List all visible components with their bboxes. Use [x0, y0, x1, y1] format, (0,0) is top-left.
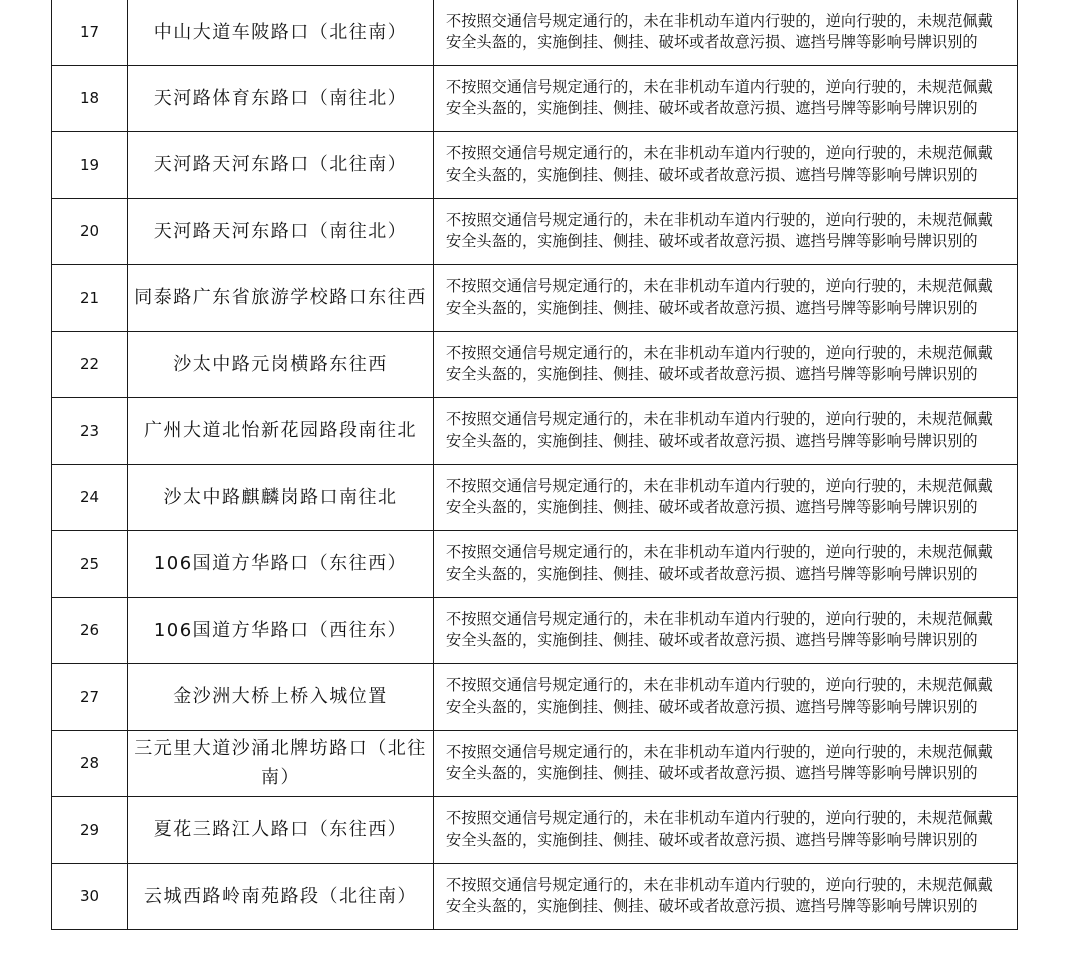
row-number-cell: 28 [52, 730, 128, 797]
violation-text: 不按照交通信号规定通行的，未在非机动车道内行驶的，逆向行驶的，未规范佩戴安全头盔的，实施倒挂、侧挂、破坏或者故意污损、遮挡号牌等影响号牌识别的 [446, 742, 993, 783]
violation-text: 不按照交通信号规定通行的，未在非机动车道内行驶的，逆向行驶的，未规范佩戴安全头盔的，实施倒挂、侧挂、破坏或者故意污损、遮挡号牌等影响号牌识别的 [446, 410, 993, 450]
violation-cell [434, 331, 1018, 398]
row-number-cell: 18 [52, 65, 128, 132]
row-number-cell: 25 [52, 531, 128, 598]
violation-cell [434, 597, 1018, 664]
violation-cell [434, 863, 1018, 930]
location-cell: 金沙洲大桥上桥入城位置 [128, 664, 434, 731]
row-number-cell: 20 [52, 198, 128, 265]
table-row [52, 398, 1018, 465]
violation-text: 不按照交通信号规定通行的，未在非机动车道内行驶的，逆向行驶的，未规范佩戴安全头盔的，实施倒挂、侧挂、破坏或者故意污损、遮挡号牌等影响号牌识别的 [446, 343, 993, 384]
location-cell: 夏花三路江人路口（东往西） [128, 797, 434, 864]
violation-cell [434, 664, 1018, 731]
table-row [52, 597, 1018, 664]
table-row [52, 0, 1018, 65]
row-number-cell: 29 [52, 797, 128, 864]
row-number-cell: 17 [52, 0, 128, 65]
violation-cell [434, 464, 1018, 531]
table-row [52, 198, 1018, 265]
table-row [52, 65, 1018, 132]
violation-text: 不按照交通信号规定通行的，未在非机动车道内行驶的，逆向行驶的，未规范佩戴安全头盔的，实施倒挂、侧挂、破坏或者故意污损、遮挡号牌等影响号牌识别的 [446, 543, 993, 583]
violation-cell [434, 132, 1018, 199]
row-number-cell: 19 [52, 132, 128, 199]
violation-text: 不按照交通信号规定通行的，未在非机动车道内行驶的，逆向行驶的，未规范佩戴安全头盔的，实施倒挂、侧挂、破坏或者故意污损、遮挡号牌等影响号牌识别的 [446, 144, 993, 184]
location-cell: 天河路体育东路口（南往北） [128, 65, 434, 132]
table-row [52, 531, 1018, 598]
violation-cell [434, 730, 1018, 797]
violation-cell [434, 0, 1018, 65]
violation-text: 不按照交通信号规定通行的，未在非机动车道内行驶的，逆向行驶的，未规范佩戴安全头盔的，实施倒挂、侧挂、破坏或者故意污损、遮挡号牌等影响号牌识别的 [446, 210, 993, 251]
table-row [52, 664, 1018, 731]
violation-text: 不按照交通信号规定通行的，未在非机动车道内行驶的，逆向行驶的，未规范佩戴安全头盔的，实施倒挂、侧挂、破坏或者故意污损、遮挡号牌等影响号牌识别的 [446, 809, 993, 849]
violation-text: 不按照交通信号规定通行的，未在非机动车道内行驶的，逆向行驶的，未规范佩戴安全头盔的，实施倒挂、侧挂、破坏或者故意污损、遮挡号牌等影响号牌识别的 [446, 77, 993, 118]
location-cell: 沙太中路麒麟岗路口南往北 [128, 464, 434, 531]
violation-cell [434, 198, 1018, 265]
violation-text: 不按照交通信号规定通行的，未在非机动车道内行驶的，逆向行驶的，未规范佩戴安全头盔的，实施倒挂、侧挂、破坏或者故意污损、遮挡号牌等影响号牌识别的 [446, 476, 993, 517]
row-number-cell: 21 [52, 265, 128, 332]
table-row [52, 331, 1018, 398]
location-cell: 同泰路广东省旅游学校路口东往西 [128, 265, 434, 332]
location-cell: 天河路天河东路口（北往南） [128, 132, 434, 199]
enforcement-locations-table [51, 0, 1018, 930]
table-row [52, 797, 1018, 864]
violation-cell [434, 265, 1018, 332]
violation-text: 不按照交通信号规定通行的，未在非机动车道内行驶的，逆向行驶的，未规范佩戴安全头盔的，实施倒挂、侧挂、破坏或者故意污损、遮挡号牌等影响号牌识别的 [446, 11, 993, 52]
location-cell: 106国道方华路口（东往西） [128, 531, 434, 598]
violation-cell [434, 531, 1018, 598]
violation-text: 不按照交通信号规定通行的，未在非机动车道内行驶的，逆向行驶的，未规范佩戴安全头盔的，实施倒挂、侧挂、破坏或者故意污损、遮挡号牌等影响号牌识别的 [446, 609, 993, 650]
location-cell: 106国道方华路口（西往东） [128, 597, 434, 664]
violation-cell [434, 398, 1018, 465]
table-row [52, 265, 1018, 332]
violation-cell [434, 65, 1018, 132]
row-number-cell: 22 [52, 331, 128, 398]
row-number-cell: 26 [52, 597, 128, 664]
violation-text: 不按照交通信号规定通行的，未在非机动车道内行驶的，逆向行驶的，未规范佩戴安全头盔的，实施倒挂、侧挂、破坏或者故意污损、遮挡号牌等影响号牌识别的 [446, 875, 993, 916]
violation-cell [434, 797, 1018, 864]
location-cell: 云城西路岭南苑路段（北往南） [128, 863, 434, 930]
location-cell: 沙太中路元岗横路东往西 [128, 331, 434, 398]
location-cell: 天河路天河东路口（南往北） [128, 198, 434, 265]
table-row [52, 730, 1018, 797]
row-number-cell: 30 [52, 863, 128, 930]
violation-text: 不按照交通信号规定通行的，未在非机动车道内行驶的，逆向行驶的，未规范佩戴安全头盔的，实施倒挂、侧挂、破坏或者故意污损、遮挡号牌等影响号牌识别的 [446, 277, 993, 317]
row-number-cell: 24 [52, 464, 128, 531]
location-cell: 三元里大道沙涌北牌坊路口（北往南） [128, 730, 434, 797]
document-page [51, 0, 1017, 930]
location-cell: 广州大道北怡新花园路段南往北 [128, 398, 434, 465]
table-row [52, 863, 1018, 930]
table-body [52, 0, 1018, 930]
row-number-cell: 27 [52, 664, 128, 731]
row-number-cell: 23 [52, 398, 128, 465]
table-row [52, 464, 1018, 531]
location-cell: 中山大道车陂路口（北往南） [128, 0, 434, 65]
violation-text: 不按照交通信号规定通行的，未在非机动车道内行驶的，逆向行驶的，未规范佩戴安全头盔的，实施倒挂、侧挂、破坏或者故意污损、遮挡号牌等影响号牌识别的 [446, 676, 993, 716]
table-row [52, 132, 1018, 199]
